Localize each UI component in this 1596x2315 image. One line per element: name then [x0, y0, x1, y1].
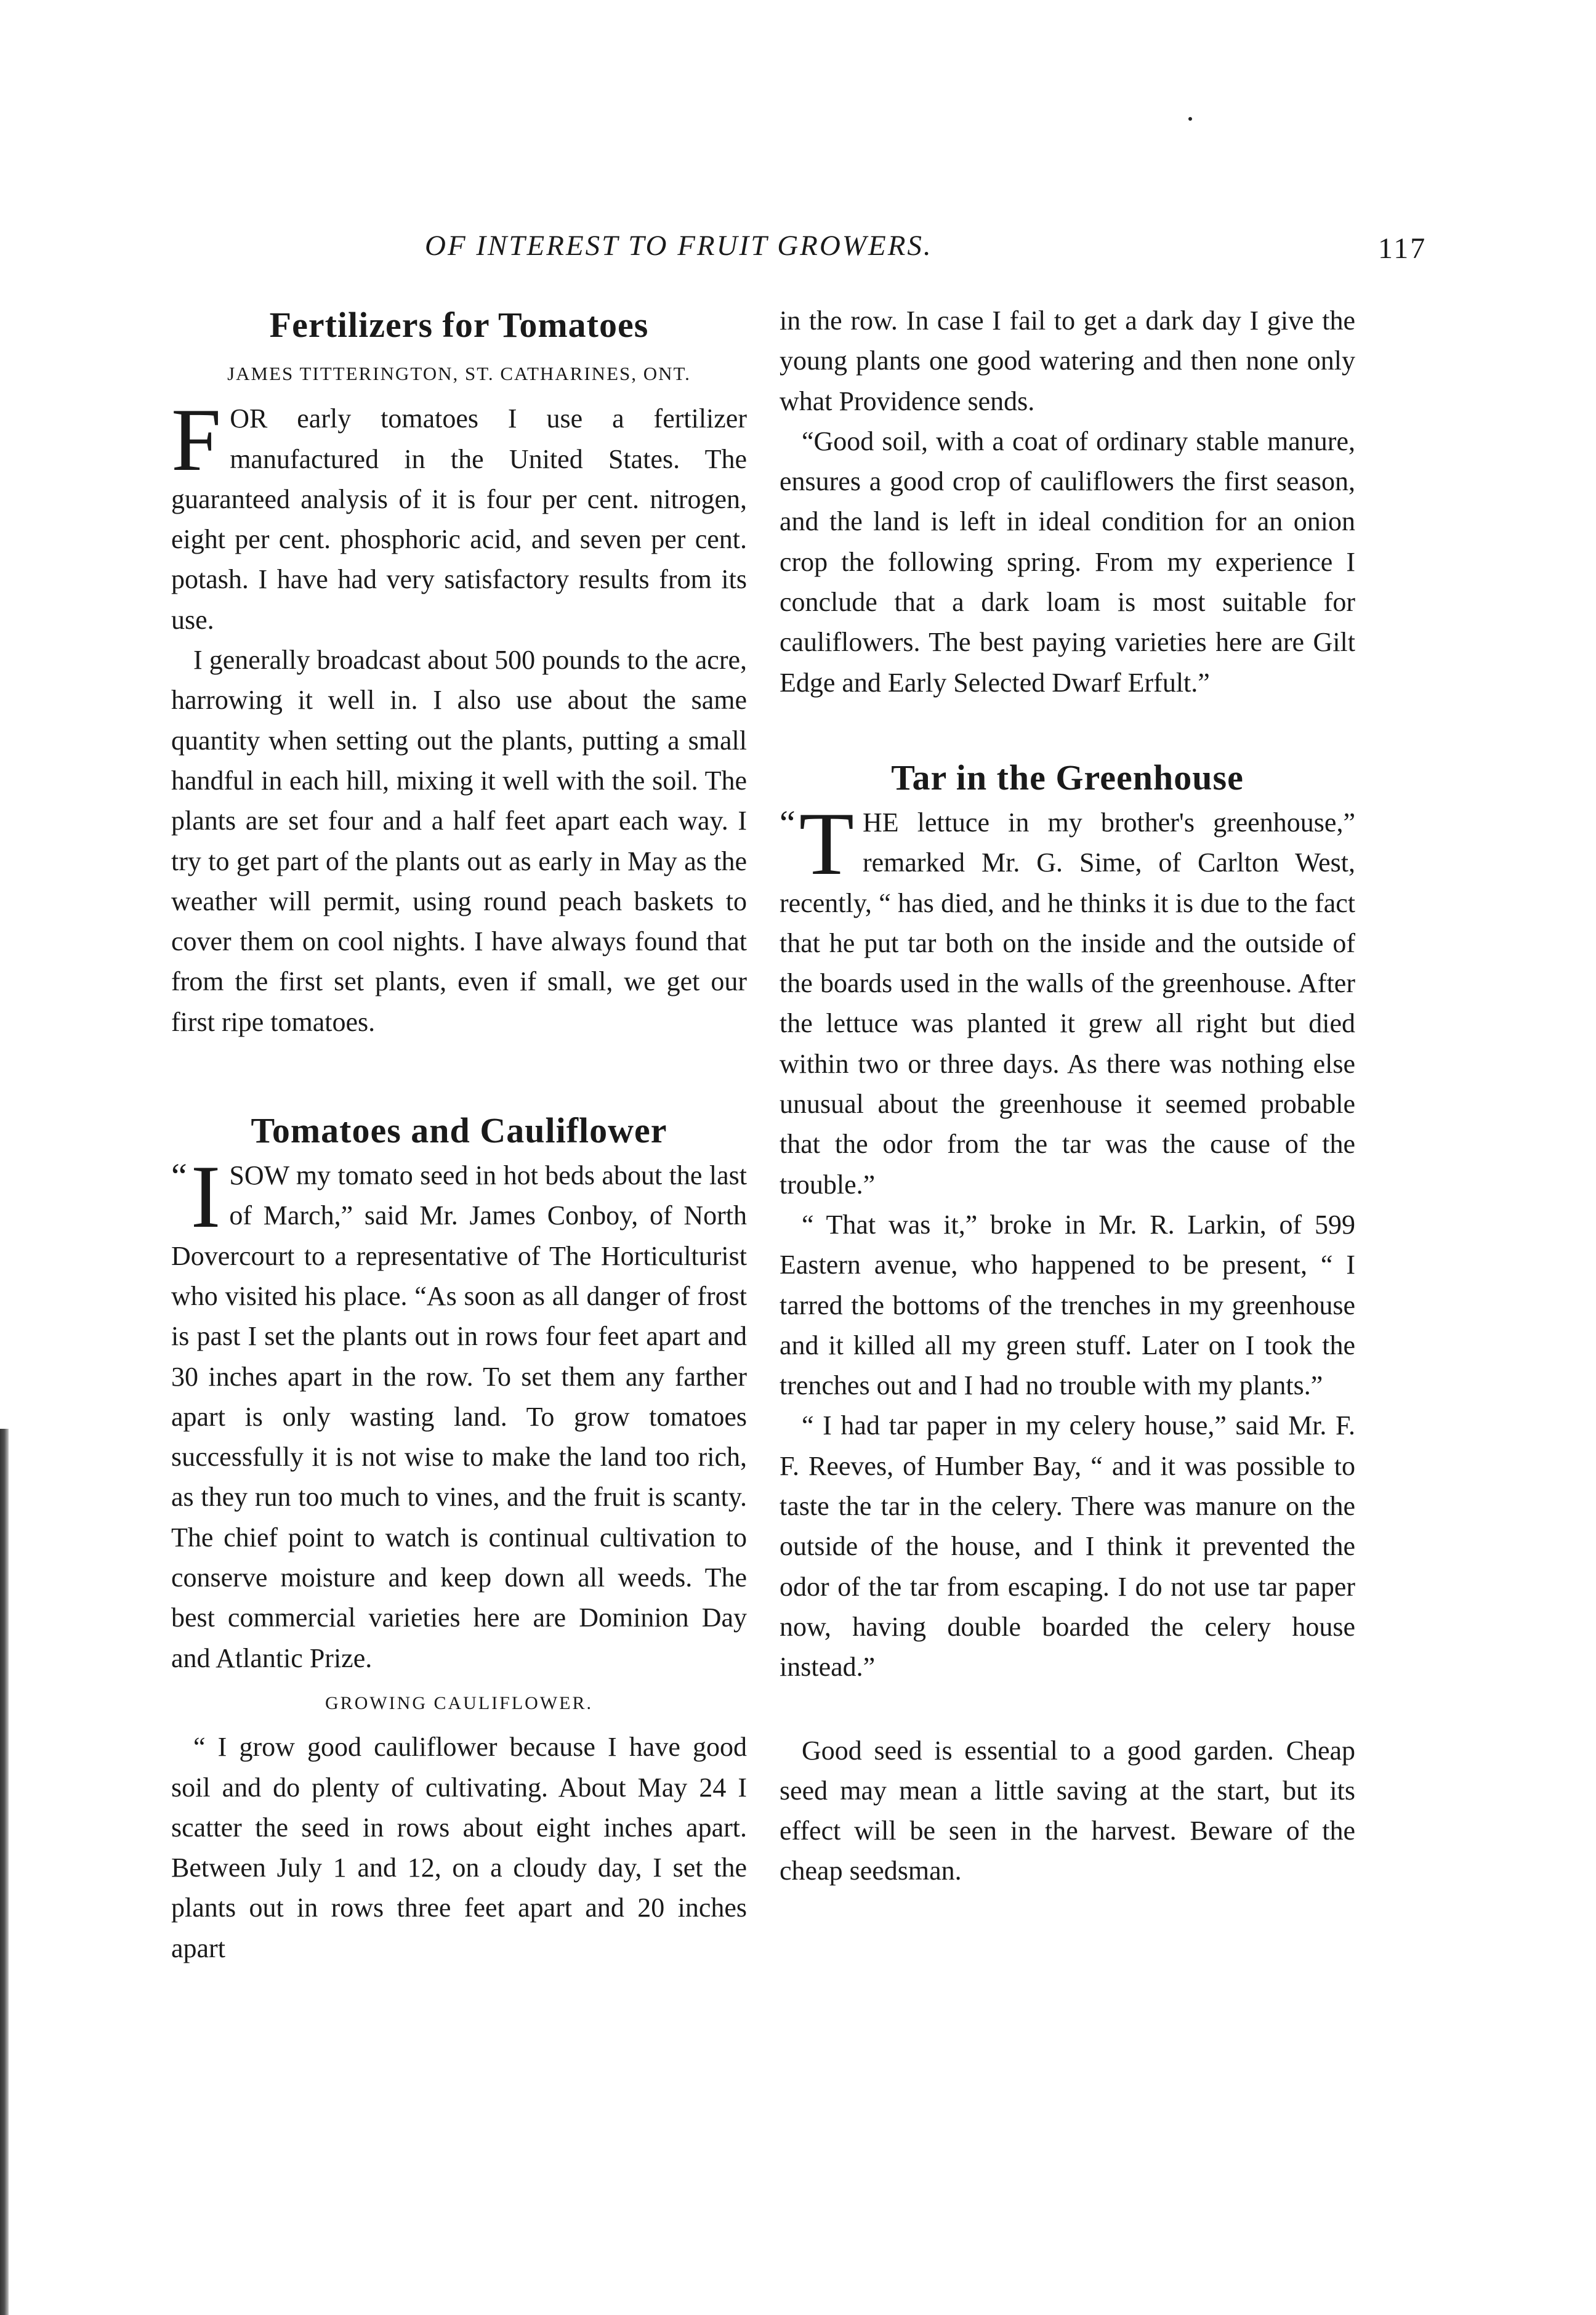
right-column — [780, 301, 1355, 1891]
article-fertilizers — [171, 301, 747, 1042]
paragraph-text: OR early tomatoes I use a fertilizer manufactured in the United States. The guaranteed analysis of it is four per cent. nitrogen, eight per cent. phosphoric acid, and seven per cent. potash. I have had very satisfactory results from its use. — [171, 403, 747, 635]
article-paragraph: “ That was it,” broke in Mr. R. Larkin, of 599 Eastern avenue, who happened to be present, “ I tarred the bottoms of the trenches in my greenhouse and it killed all my green stuff. Later on I took the trenches out and I had no trouble with my plants.” — [780, 1209, 1355, 1401]
article-paragraph — [780, 793, 1355, 1205]
article-tomatoes-cauliflower — [171, 1106, 747, 1968]
page-header — [0, 229, 1596, 278]
article-tar-greenhouse — [780, 753, 1355, 1687]
article-paragraph: I generally broadcast about 500 pounds to the acre, harrowing it well in. I also use about the same quantity when setting out the plants, putting a small handful in each hill, mixing it well with the soil. The plants are set four and a half feet apart each way. I try to get part of the plants out as early in May as the weather will permit, using round peach baskets to cover them on cool nights. I have always found that from the first set plants, even if small, we get our first ripe tomatoes. — [171, 645, 747, 1037]
print-speck — [1188, 117, 1192, 121]
byline: JAMES TITTERINGTON, ST. CATHARINES, ONT. — [227, 363, 691, 384]
closing-note: Good seed is essential to a good garden. Cheap seed may mean a little saving at the start, but its effect will be seen in the harvest. Beware of the cheap seedsman. — [780, 1735, 1355, 1886]
drop-cap: I — [190, 1147, 221, 1247]
article-paragraph: in the row. In case I fail to get a dark day I give the young plants one good watering and then none only what Providence sends. — [780, 305, 1355, 416]
paragraph-text: HE lettuce in my brother's greenhouse,” remarked Mr. G. Sime, of Carlton West, recently, “ has died, and he thinks it is due to the fact that he put tar both on the inside and the outside of the boards used in the walls of the greenhouse. After the lettuce was planted it grew all right but died within two or three days. As there was nothing else unusual about the greenhouse it seemed probable that the odor from the tar was the cause of the trouble.” — [780, 807, 1355, 1200]
section-subhead: GROWING CAULIFLOWER. — [325, 1692, 593, 1713]
opening-quote: “ — [171, 1156, 187, 1197]
article-paragraph: “ I grow good cauliflower because I have good soil and do plenty of cultivating. About May 24 I scatter the seed in rows about eight inches apart. Between July 1 and 12, on a cloudy day, I set the plants out in rows three feet apart and 20 inches apart — [171, 1732, 747, 1963]
drop-cap: F — [171, 390, 222, 490]
drop-cap: T — [799, 793, 854, 894]
paragraph-text: SOW my tomato seed in hot beds about the last of March,” said Mr. James Conboy, of North Dovercourt to a representative of The Horticulturist who visited his place. “As soon as all danger of frost is past I set the plants out in rows four feet apart and 30 inches apart in the row. To set them any farther apart is only wasting land. To grow tomatoes successfully it is not wise to make the land too rich, as they run too much to vines, and the fruit is scanty. The chief point to watch is continual cultivation to conserve moisture and keep down all weeds. The best commercial varieties here are Dominion Day and Atlantic Prize. — [171, 1160, 747, 1673]
article-title: Fertilizers for Tomatoes — [269, 305, 649, 345]
running-head: OF INTEREST TO FRUIT GROWERS. — [425, 230, 933, 262]
opening-quote: “ — [780, 802, 796, 843]
article-paragraph — [171, 1147, 747, 1678]
page-number: 117 — [1378, 232, 1427, 265]
article-paragraph: “Good soil, with a coat of ordinary stable manure, ensures a good crop of cauliflowers the first season, and the land is left in ideal condition for an onion crop the following spring. From my experience I conclude that a dark loam is most suitable for cauliflowers. The best paying varieties here are Gilt Edge and Early Selected Dwarf Erfult.” — [780, 426, 1355, 698]
article-title: Tar in the Greenhouse — [891, 757, 1244, 798]
article-paragraph — [171, 390, 747, 640]
scan-edge-shadow — [0, 1429, 9, 2315]
left-column — [171, 301, 747, 1968]
article-tomatoes-cauliflower-continued — [780, 301, 1355, 703]
article-paragraph: “ I had tar paper in my celery house,” said Mr. F. F. Reeves, of Humber Bay, “ and it was possible to taste the tar in the celery. There was manure on the outside of the house, and I think it prevented the odor of the tar from escaping. I do not use tar paper now, having double boarded the celery house instead.” — [780, 1410, 1355, 1683]
article-title: Tomatoes and Cauliflower — [251, 1110, 667, 1151]
